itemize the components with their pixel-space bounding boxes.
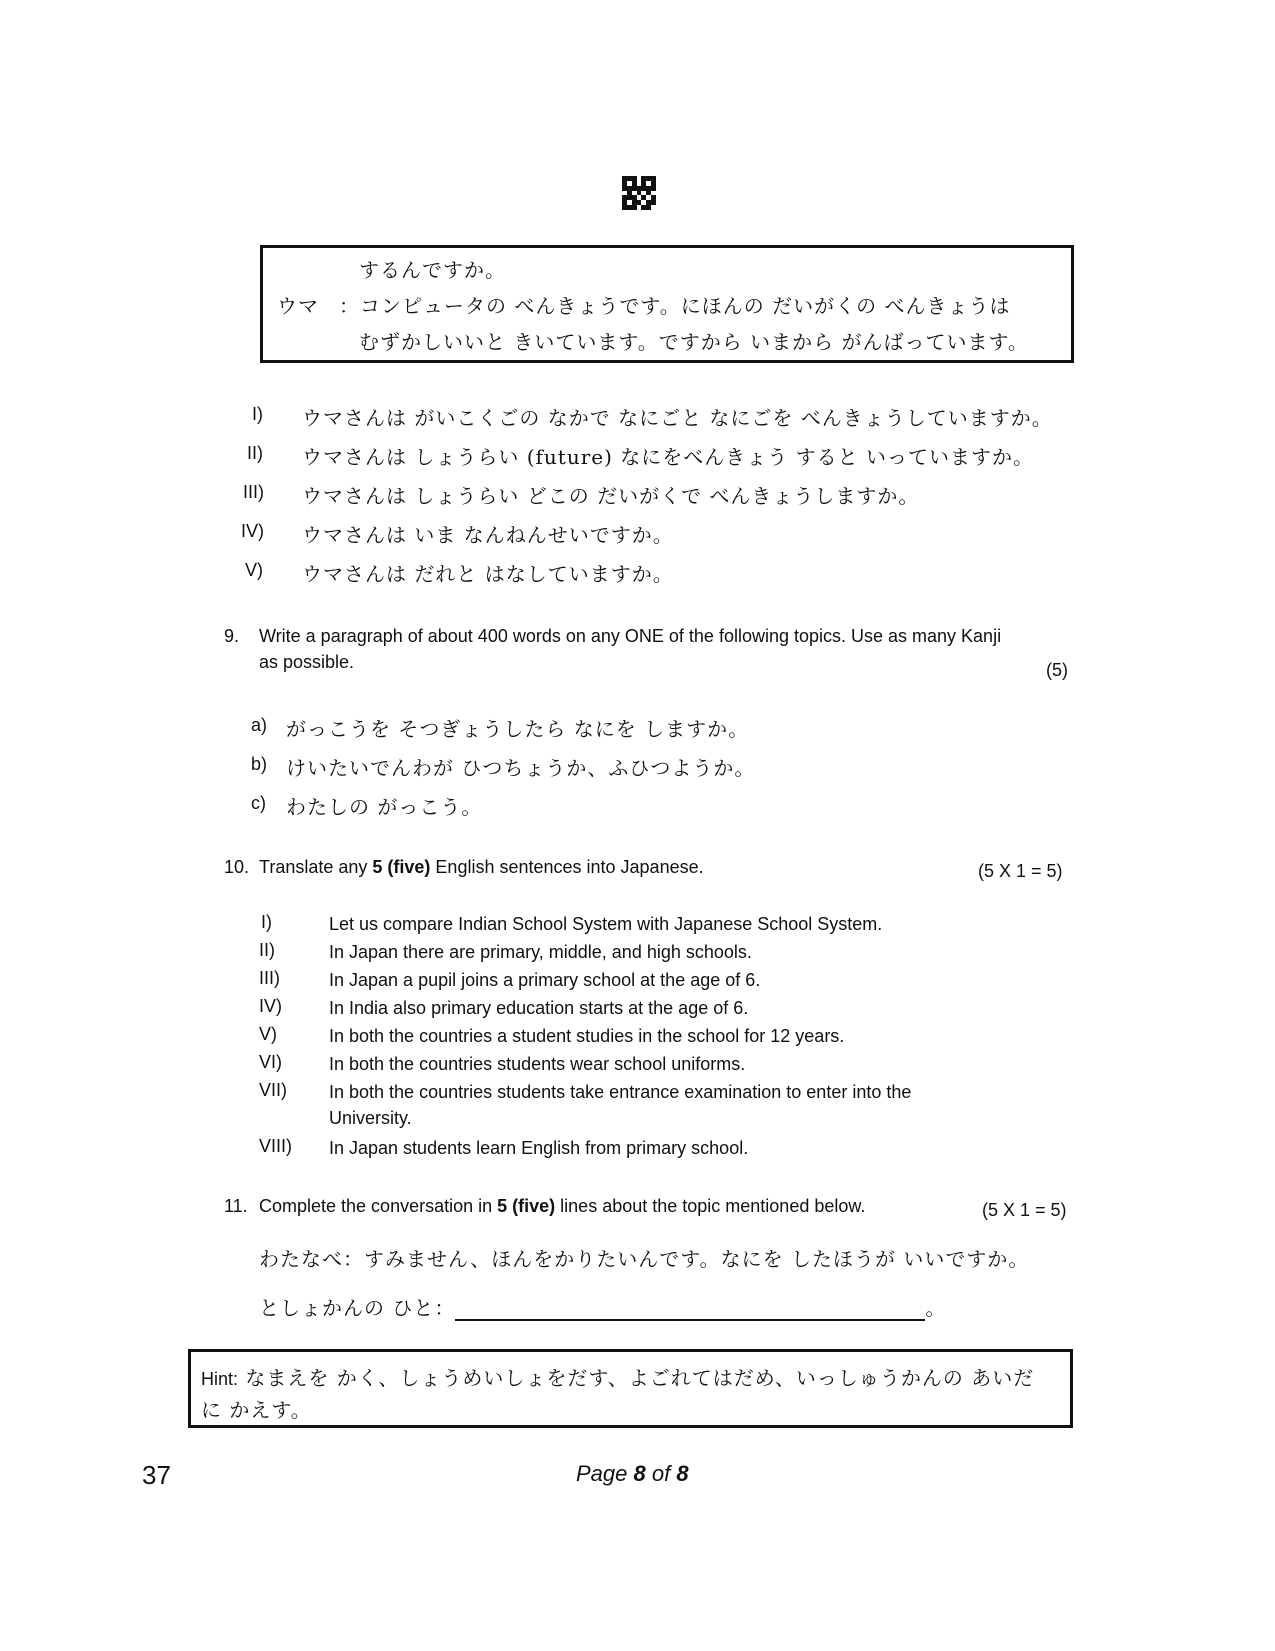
question-text: ウマさんは だれと はなしていますか。 — [302, 562, 674, 586]
item-text: In both the countries a student studies in the school for 12 years. — [329, 1026, 845, 1046]
question-number: V) — [245, 560, 263, 580]
dialogue-box — [260, 245, 1074, 363]
option-label: a) — [251, 715, 268, 735]
option-text: けいたいでんわが ひつちょうか、ふひつようか。 — [286, 756, 756, 780]
item-number: VI) — [259, 1052, 283, 1072]
speaker-label: としょかんの ひと： — [259, 1296, 456, 1320]
page-number: Page 8 of 8 — [576, 1461, 689, 1486]
hint-label: Hint: — [201, 1369, 239, 1389]
item-number: II) — [259, 940, 275, 960]
marks: (5 X 1 = 5) — [978, 861, 1063, 881]
option-label: b) — [251, 754, 268, 774]
item-number: IV) — [259, 996, 283, 1016]
dialogue-line: するんですか。 — [359, 258, 506, 282]
question-number: 11. — [224, 1196, 248, 1216]
hint-line — [201, 1362, 1034, 1391]
conversation-answer-line — [259, 1292, 946, 1321]
item-text: In both the countries students take entrance examination to enter into the — [329, 1082, 912, 1102]
answer-blank[interactable] — [455, 1301, 925, 1321]
question-text: Complete the conversation in 5 (five) lines about the topic mentioned below. — [259, 1196, 866, 1216]
item-text: In both the countries students wear school uniforms. — [329, 1054, 746, 1074]
qr-code — [622, 176, 656, 210]
item-text: University. — [329, 1108, 412, 1128]
item-number: VIII) — [259, 1136, 293, 1156]
dialogue-line: むずかしいいと きいています。ですから いまから がんばっています。 — [359, 330, 1029, 354]
question-number: III) — [243, 482, 264, 502]
question-text: ウマさんは しょうらい (future) なにをべんきょう すると いっていますか。 — [302, 445, 1034, 469]
hint-text: に かえす。 — [201, 1398, 312, 1422]
dialogue-line: ：コンピュータの べんきょうです。にほんの だいがくの べんきょうは — [339, 294, 1011, 318]
item-text: In Japan a pupil joins a primary school at the age of 6. — [329, 970, 761, 990]
question-number: I) — [252, 404, 263, 424]
dialogue-speaker: ウマ — [277, 294, 319, 318]
paper-code: 37 — [142, 1460, 171, 1490]
item-number: V) — [259, 1024, 277, 1044]
option-label: c) — [251, 793, 266, 813]
question-number: 9. — [224, 626, 240, 646]
marks: (5 X 1 = 5) — [982, 1200, 1067, 1220]
question-text: Translate any 5 (five) English sentences into Japanese. — [259, 857, 704, 877]
question-text: as possible. — [259, 652, 355, 672]
option-text: がっこうを そつぎょうしたら なにを しますか。 — [286, 717, 750, 741]
question-text: Write a paragraph of about 400 words on any ONE of the following topics. Use as many Kanji — [259, 626, 1002, 646]
question-text: ウマさんは がいこくごの なかで なにごと なにごを べんきょうしていますか。 — [302, 406, 1053, 430]
hint-box — [188, 1349, 1073, 1428]
hint-text: なまえを かく、しょうめいしょをだす、よごれてはだめ、いっしゅうかんの あいだ — [238, 1366, 1035, 1390]
marks: (5) — [1046, 660, 1068, 680]
question-text: ウマさんは いま なんねんせいですか。 — [302, 523, 674, 547]
item-number: I) — [261, 912, 272, 932]
item-text: In Japan students learn English from primary school. — [329, 1138, 749, 1158]
item-text: Let us compare Indian School System with Japanese School System. — [329, 914, 883, 934]
item-number: III) — [259, 968, 280, 988]
question-number: 10. — [224, 857, 250, 877]
item-text: In India also primary education starts at the age of 6. — [329, 998, 749, 1018]
item-text: In Japan there are primary, middle, and high schools. — [329, 942, 752, 962]
option-text: わたしの がっこう。 — [286, 795, 483, 819]
question-number: II) — [247, 443, 263, 463]
conversation-line: わたなべ：すみません、ほんをかりたいんです。なにを したほうが いいですか。 — [259, 1247, 1030, 1271]
item-number: VII) — [259, 1080, 288, 1100]
question-number: IV) — [241, 521, 265, 541]
period: 。 — [925, 1296, 947, 1320]
question-text: ウマさんは しょうらい どこの だいがくで べんきょうしますか。 — [302, 484, 920, 508]
